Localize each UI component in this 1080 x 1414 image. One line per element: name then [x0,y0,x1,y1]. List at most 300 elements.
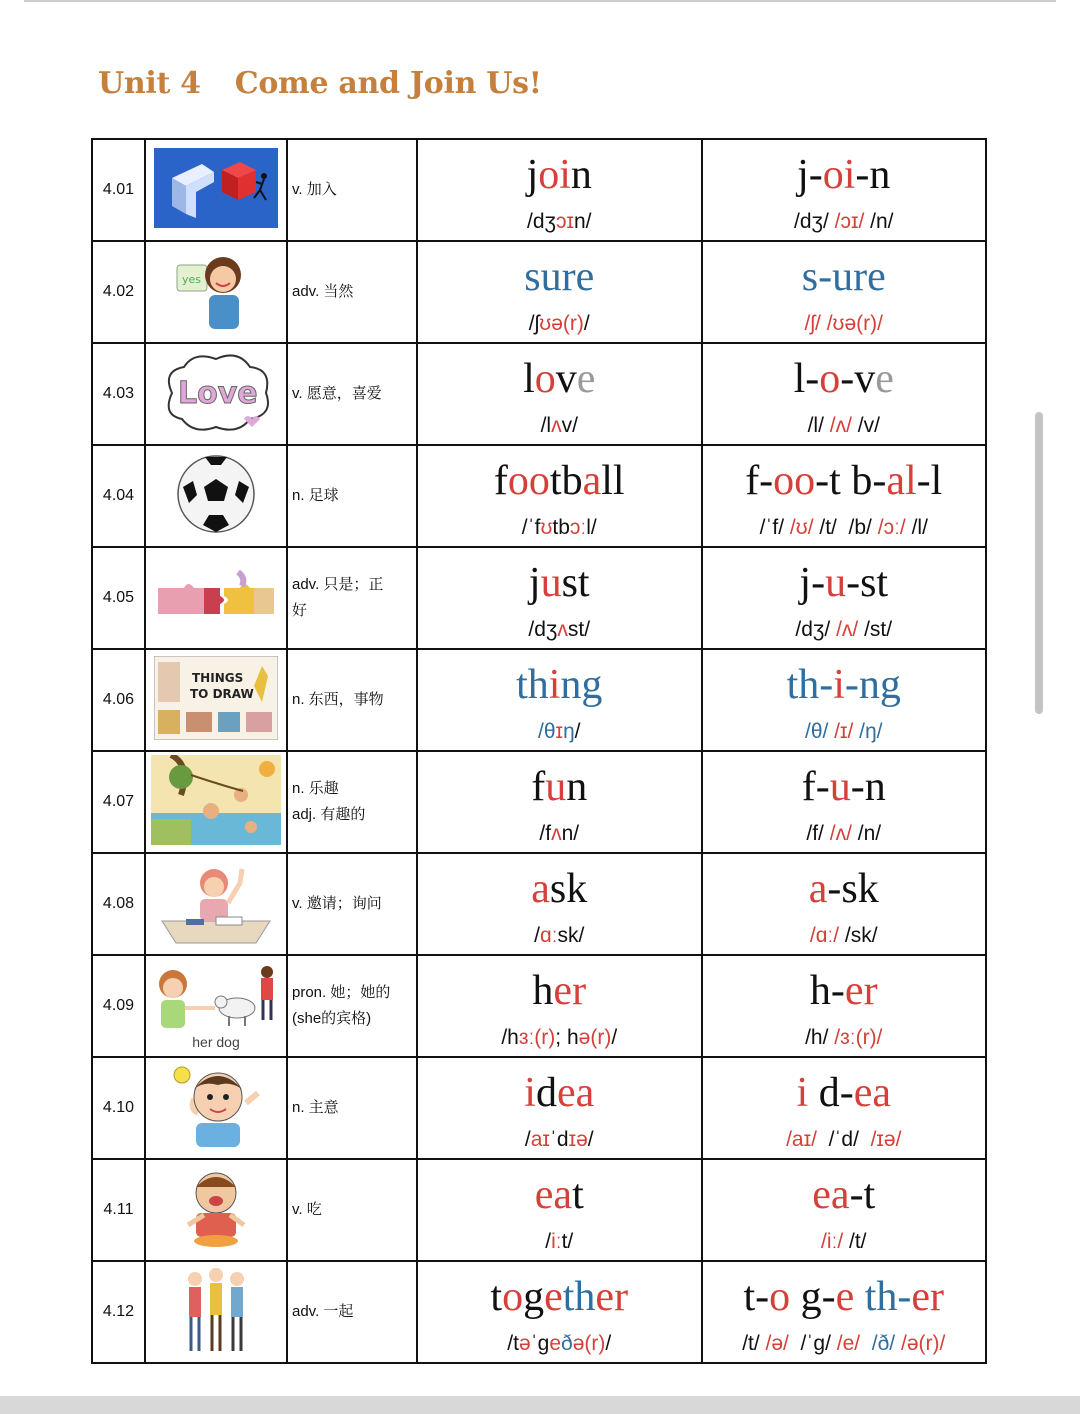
illustration-cell [145,649,287,751]
split-segment: ea [812,1172,850,1218]
ipa-segment: n/ [573,210,592,233]
word-segment: sk [549,866,588,912]
split-segment: e [835,1274,855,1320]
word-cell [417,1057,702,1159]
illustration-cell [145,241,287,343]
word-segment: j [526,152,539,198]
word-cell [417,343,702,445]
split-cell [702,751,987,853]
ipa-segment: /dʒ [528,618,558,641]
table-row [92,343,986,445]
ipa-segment: / [534,924,540,947]
word-cell [417,955,702,1057]
ipa-segment: / [574,720,581,743]
vocab-word [418,661,701,709]
boy-eating-picture [176,1165,256,1255]
definition [287,547,417,649]
word-segment: th [516,662,549,708]
split-phonetic [703,923,986,949]
word-phonetic [418,719,701,745]
table-row [92,241,986,343]
split-segment: -st [846,560,889,606]
vocab-word [418,457,701,505]
table-row [92,445,986,547]
split-ipa-segment: /ˈg/ [788,1332,837,1355]
word-segment: g [523,1274,545,1320]
definition [287,853,417,955]
picture-caption: her dog [192,1034,240,1050]
definition-line: v. 吃 [292,1201,322,1218]
ipa-segment: sk/ [557,924,585,947]
ipa-segment: ; h [555,1026,579,1049]
definition [287,751,417,853]
split-segment: j- [799,560,826,606]
definition-line: n. 乐趣 [292,780,339,797]
definition-line: 好 [292,602,308,619]
split-segment: u [825,560,847,606]
split-ipa-segment: /ɪə/ [870,1128,902,1151]
word-segment: st [561,560,590,606]
word-segment: o [534,356,556,402]
ipa-segment: ɑː [539,924,558,947]
word-segment: l [523,356,535,402]
split-segment: er [911,1274,945,1320]
word-segment: sure [524,254,595,300]
split-segment: -t b- [815,458,887,504]
split-segment: er [844,968,878,1014]
table-row [92,955,986,1057]
svg-text:Love: Love [178,376,258,411]
split-ipa-segment: /t/ [742,1332,766,1355]
split-segment: e [875,356,894,402]
split-segment: a [808,866,828,912]
ipa-segment: t/ [561,1230,574,1253]
word-cell [417,649,702,751]
split-cell [702,1159,987,1261]
word-phonetic [418,1229,701,1255]
split-segment: -n [855,152,891,198]
entry-number: 4.09 [92,955,145,1057]
word-phonetic [418,821,701,847]
split-ipa-segment: /l/ [905,516,928,539]
split-word [703,355,986,403]
ipa-segment: v/ [561,414,578,437]
ipa-segment: /ʃ [528,312,540,335]
word-segment: o [502,1274,524,1320]
ipa-segment: ð [561,1332,573,1355]
split-word [703,1273,986,1321]
table-row [92,547,986,649]
ipa-segment: n/ [561,822,580,845]
word-segment: t [490,1274,503,1320]
split-ipa-segment: /f/ [806,822,830,845]
ipa-segment: l/ [586,516,597,539]
table-row [92,751,986,853]
split-phonetic [703,209,986,235]
split-segment: th- [854,1274,912,1320]
word-phonetic [418,617,701,643]
ipa-segment: iː [551,1230,562,1253]
ipa-segment: /t [507,1332,519,1355]
word-phonetic [418,1127,701,1153]
entry-number: 4.12 [92,1261,145,1363]
friends-together-picture [181,1265,251,1359]
ipa-segment: / [605,1332,612,1355]
table-row [92,649,986,751]
ipa-segment: ɔɪ [555,210,574,233]
word-cell [417,139,702,241]
ipa-segment: aɪ [530,1128,550,1151]
ipa-segment: ʊ [540,516,553,539]
word-segment: d [535,1070,557,1116]
split-word [703,253,986,301]
split-segment: -n [850,764,886,810]
illustration-cell [145,445,287,547]
definition [287,649,417,751]
ipa-segment: / [587,1128,594,1151]
split-segment: f- [801,764,830,810]
ipa-segment: ˈd [549,1128,569,1151]
girl-raising-hand-picture [156,859,276,949]
ipa-segment: e [549,1332,562,1355]
entry-number: 4.11 [92,1159,145,1261]
table-row [92,1057,986,1159]
split-ipa-segment: /aɪ/ [786,1128,817,1151]
split-cell [702,241,987,343]
split-ipa-segment: /e/ [836,1332,861,1355]
split-ipa-segment: /ʌ/ [836,618,859,641]
word-segment: e [544,1274,563,1320]
split-segment: i [796,1070,809,1116]
ipa-segment: ŋ [562,720,575,743]
word-cell [417,751,702,853]
split-segment: ea [853,1070,891,1116]
ipa-segment: ə(r) [578,1026,612,1049]
split-cell [702,547,987,649]
ipa-segment: / [583,312,590,335]
split-segment: -sk [827,866,879,912]
ipa-segment: /dʒ [527,210,556,233]
split-phonetic [703,413,986,439]
split-word [703,1171,986,1219]
bottom-bar [0,1396,1080,1414]
vocab-word [418,253,701,301]
split-phonetic [703,515,986,541]
split-ipa-segment: /h/ [805,1026,835,1049]
split-segment: o [819,356,841,402]
table-row [92,139,986,241]
split-ipa-segment: /ɔː/ [877,516,906,539]
vocabulary-table [91,138,987,1364]
definition-line: v. 愿意，喜爱 [292,385,382,402]
top-divider [24,0,1056,2]
ipa-segment: tb [552,516,570,539]
word-segment: t [572,1172,584,1218]
word-segment: v [555,356,577,402]
word-segment: f [493,458,508,504]
split-cell [702,853,987,955]
definition [287,445,417,547]
split-ipa-segment: /v/ [851,414,880,437]
things-to-draw-picture [154,656,278,744]
word-phonetic [418,923,701,949]
split-ipa-segment: /ˈd/ [816,1128,871,1151]
split-segment: -ng [844,662,901,708]
word-segment: a [582,458,602,504]
ipa-segment: /h [501,1026,519,1049]
ipa-segment: /ˈf [521,516,541,539]
definition-line: adv. 只是；正 [292,576,384,593]
split-phonetic [703,617,986,643]
definition-line: n. 东西，事物 [292,691,384,708]
word-segment: j [528,560,541,606]
split-ipa-segment: /sk/ [839,924,878,947]
split-ipa-segment: /n/ [864,210,894,233]
definition-line: v. 邀请；询问 [292,895,382,912]
split-segment: oi [822,152,856,198]
split-segment: h- [809,968,845,1014]
word-phonetic [418,209,701,235]
word-cell [417,547,702,649]
illustration-cell [145,853,287,955]
entry-number: 4.01 [92,139,145,241]
word-segment: i [548,662,561,708]
definition-line: adj. 有趣的 [292,806,366,823]
split-segment: al [886,458,917,504]
split-ipa-segment: /ʊ/ [789,516,814,539]
word-cell [417,1261,702,1363]
svg-text:TO DRAW: TO DRAW [190,687,254,701]
word-segment: tb [549,458,583,504]
ipa-segment: ʌ [551,822,562,845]
definition-line: v. 加入 [292,181,337,198]
split-ipa-segment: /ɜː(r)/ [834,1026,883,1049]
svg-text:yes: yes [182,273,202,286]
ipa-segment: ɪ [555,720,563,743]
ipa-segment: st/ [567,618,591,641]
word-segment: er [553,968,587,1014]
ipa-segment: ʌ [557,618,568,641]
vocab-word [418,559,701,607]
join-blocks-picture [154,148,278,232]
split-ipa-segment: /ə/ [765,1332,789,1355]
split-segment: oo [773,458,816,504]
split-ipa-segment [860,1332,872,1355]
entry-number: 4.10 [92,1057,145,1159]
split-ipa-segment: /t/ [843,1230,867,1253]
split-cell [702,139,987,241]
ipa-segment: / [545,1230,552,1253]
split-ipa-segment: /l/ [807,414,830,437]
page-title [98,66,542,101]
illustration-cell [145,1159,287,1261]
split-segment: f- [745,458,774,504]
unit-label: Unit 4 [98,66,201,101]
split-segment: j- [797,152,823,198]
definition-line: adv. 一起 [292,1303,354,1320]
definition-line: adv. 当然 [292,283,354,300]
vocab-word [418,151,701,199]
table-row [92,853,986,955]
ipa-segment: ɜː(r) [518,1026,556,1049]
split-segment: th- [786,662,834,708]
split-phonetic [703,719,986,745]
split-segment: -t [849,1172,876,1218]
split-segment: -v [840,356,876,402]
split-segment: o [769,1274,791,1320]
word-cell [417,1159,702,1261]
split-ipa-segment: /ʃ/ /ʊə(r)/ [804,312,883,335]
entry-number: 4.02 [92,241,145,343]
split-ipa-segment: /θ/ [804,720,835,743]
word-segment: n [570,152,592,198]
ipa-segment: ə(r) [572,1332,606,1355]
vocab-word [418,355,701,403]
table-row [92,1159,986,1261]
split-segment: u [829,764,851,810]
word-phonetic [418,1025,701,1051]
unit-name: Come and Join Us! [234,66,542,101]
word-segment: ea [534,1172,573,1218]
split-segment: -l [916,458,943,504]
vocab-word [418,1171,701,1219]
vocab-word [418,1273,701,1321]
split-segment: i [833,662,845,708]
entry-number: 4.04 [92,445,145,547]
illustration-cell [145,1261,287,1363]
split-segment: d- [808,1070,854,1116]
split-segment: s-ure [801,254,886,300]
split-word [703,559,986,607]
split-phonetic [703,1025,986,1051]
ipa-segment: ʊə(r) [539,312,584,335]
illustration-cell [145,751,287,853]
ipa-segment: ə [518,1332,531,1355]
definition [287,241,417,343]
illustration-cell [145,547,287,649]
split-word [703,457,986,505]
split-phonetic [703,1331,986,1357]
split-ipa-segment: /st/ [858,618,893,641]
split-segment: g- [790,1274,836,1320]
word-phonetic [418,413,701,439]
word-segment: ea [556,1070,595,1116]
word-segment: a [531,866,550,912]
split-cell [702,649,987,751]
word-cell [417,853,702,955]
word-segment: ng [560,662,603,708]
svg-text:THINGS: THINGS [192,671,244,685]
ipa-segment: /θ [537,720,556,743]
entry-number: 4.05 [92,547,145,649]
entry-number: 4.07 [92,751,145,853]
definition-line: n. 主意 [292,1099,339,1116]
girl-and-dog-picture [151,962,281,1036]
vocab-word [418,1069,701,1117]
definition [287,1057,417,1159]
split-ipa-segment: /ʌ/ [829,822,852,845]
entry-number: 4.08 [92,853,145,955]
entry-number: 4.03 [92,343,145,445]
split-cell [702,1261,987,1363]
split-word [703,151,986,199]
split-ipa-segment: /iː/ [820,1230,844,1253]
split-word [703,661,986,709]
word-segment: h [532,968,554,1014]
ipa-segment: ɔː [569,516,587,539]
definition [287,955,417,1057]
kids-playing-picture [151,755,281,849]
vocab-word [418,865,701,913]
split-phonetic [703,821,986,847]
ipa-segment: ɪə [568,1128,588,1151]
split-word [703,967,986,1015]
split-word [703,763,986,811]
illustration-cell [145,139,287,241]
definition [287,343,417,445]
puzzle-pieces-picture [154,566,278,630]
split-word [703,865,986,913]
ipa-segment: /f [539,822,552,845]
split-ipa-segment: /t/ /b/ [813,516,878,539]
split-ipa-segment: /ɑː/ [809,924,840,947]
split-ipa-segment: /ŋ/ [853,720,883,743]
split-ipa-segment: /dʒ/ [795,618,837,641]
split-ipa-segment: /ɔɪ/ [834,210,865,233]
split-ipa-segment: /ɪ/ [834,720,854,743]
split-word [703,1069,986,1117]
definition [287,139,417,241]
word-phonetic [418,311,701,337]
vocab-word [418,763,701,811]
word-segment: n [566,764,588,810]
illustration-cell [145,955,287,1057]
definition [287,1261,417,1363]
split-phonetic [703,1229,986,1255]
ipa-segment: / [611,1026,618,1049]
word-phonetic [418,1331,701,1357]
word-segment: f [531,764,546,810]
definition-line: n. 足球 [292,487,339,504]
split-ipa-segment: /ð/ [871,1332,896,1355]
word-segment: u [545,764,567,810]
split-cell [702,1057,987,1159]
girl-yes-sign-picture [171,247,261,337]
definition-line: (she的宾格) [292,1010,372,1027]
split-phonetic [703,311,986,337]
scrollbar-thumb[interactable] [1035,412,1043,714]
word-segment: e [576,356,596,402]
word-segment: ll [601,458,625,504]
entry-number: 4.06 [92,649,145,751]
definition [287,1159,417,1261]
split-cell [702,955,987,1057]
soccer-ball-picture [175,453,257,539]
word-segment: th [562,1274,596,1320]
illustration-cell [145,343,287,445]
word-segment: i [524,1070,536,1116]
split-phonetic [703,1127,986,1153]
ipa-segment: ˈg [530,1332,550,1355]
definition-line: pron. 她；她的 [292,984,391,1001]
word-segment: u [540,560,562,606]
illustration-cell [145,1057,287,1159]
split-segment: t- [743,1274,770,1320]
split-cell [702,343,987,445]
split-ipa-segment: /ˈf/ [759,516,790,539]
ipa-segment: ʌ [551,414,562,437]
word-phonetic [418,515,701,541]
